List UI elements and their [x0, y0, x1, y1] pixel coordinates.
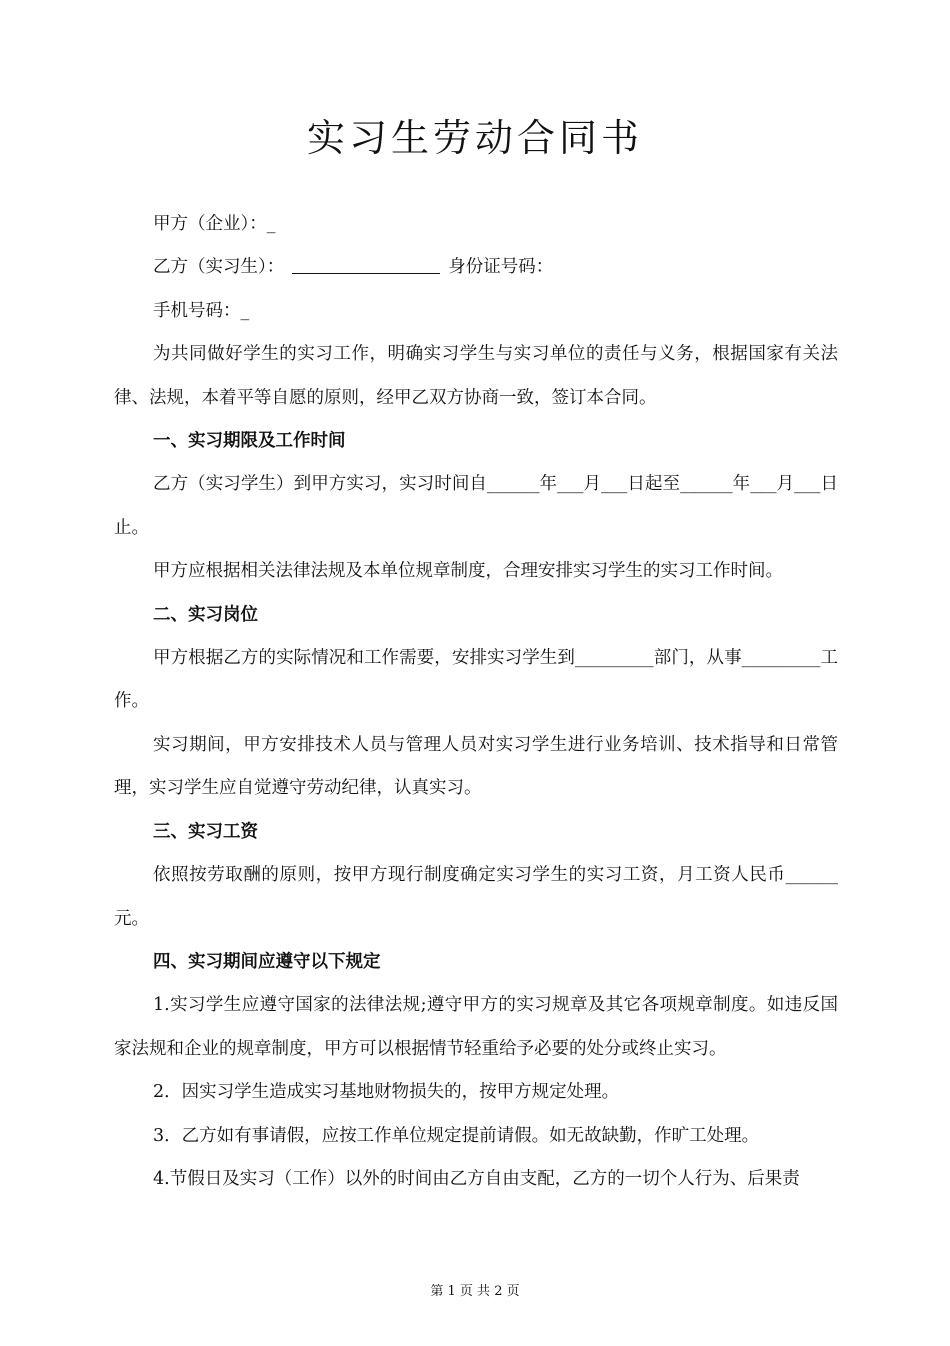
section-2-heading: 二、实习岗位 — [153, 604, 258, 625]
section-3-paragraph-1: 依照按劳取酬的原则，按甲方现行制度确定实习学生的实习工资，月工资人民币______元。 — [114, 865, 838, 929]
section-1-paragraph-2: 甲方应根据相关法律法规及本单位规章制度，合理安排实习学生的实习工作时间。 — [153, 561, 783, 582]
section-4-heading: 四、实习期间应遵守以下规定 — [153, 951, 381, 972]
party-a-line: 甲方（企业）：_ — [153, 214, 276, 234]
id-number-label: 身份证号码： — [448, 257, 554, 278]
party-b-label: 乙方（实习生）： — [153, 257, 285, 278]
phone-line: 手机号码：_ — [153, 300, 250, 321]
party-b-line — [114, 246, 838, 289]
section-2-paragraph-2: 实习期间，甲方安排技术人员与管理人员对实习学生进行业务培训、技术指导和日常管理，实习学生应自觉遵守劳动纪律，认真实习。 — [114, 734, 838, 799]
section-3-heading: 三、实习工资 — [153, 821, 258, 842]
document-title: 实习生劳动合同书 — [306, 116, 643, 160]
document-body — [114, 203, 838, 1201]
section-2-paragraph-1: 甲方根据乙方的实际情况和工作需要，安排实习学生到_________部门，从事_________工作。 — [114, 648, 838, 712]
section-1-paragraph-1: 乙方（实习学生）到甲方实习，实习时间自______年___月___日起至______年___月___日止。 — [114, 474, 838, 538]
section-4-item-1: 1.实习学生应遵守国家的法律法规;遵守甲方的实习规章及其它各项规章制度。如违反国家法规和企业的规章制度，甲方可以根据情节轻重给予必要的处分或终止实习。 — [114, 995, 838, 1059]
section-4-item-4: 4.节假日及实习（工作）以外的时间由乙方自由支配，乙方的一切个人行为、后果责 — [153, 1168, 800, 1189]
section-4-item-2: 2．因实习学生造成实习基地财物损失的，按甲方规定处理。 — [153, 1082, 620, 1103]
intro-paragraph: 为共同做好学生的实习工作，明确实习学生与实习单位的责任与义务，根据国家有关法律、法规，本着平等自愿的原则，经甲乙双方协商一致，签订本合同。 — [114, 344, 838, 408]
page-number-footer: 第 1 页 共 2 页 — [430, 1284, 520, 1299]
section-4-item-3: 3．乙方如有事请假，应按工作单位规定提前请假。如无故缺勤，作旷工处理。 — [153, 1125, 760, 1146]
party-b-name-blank — [292, 256, 440, 275]
section-1-heading: 一、实习期限及工作时间 — [153, 431, 346, 452]
